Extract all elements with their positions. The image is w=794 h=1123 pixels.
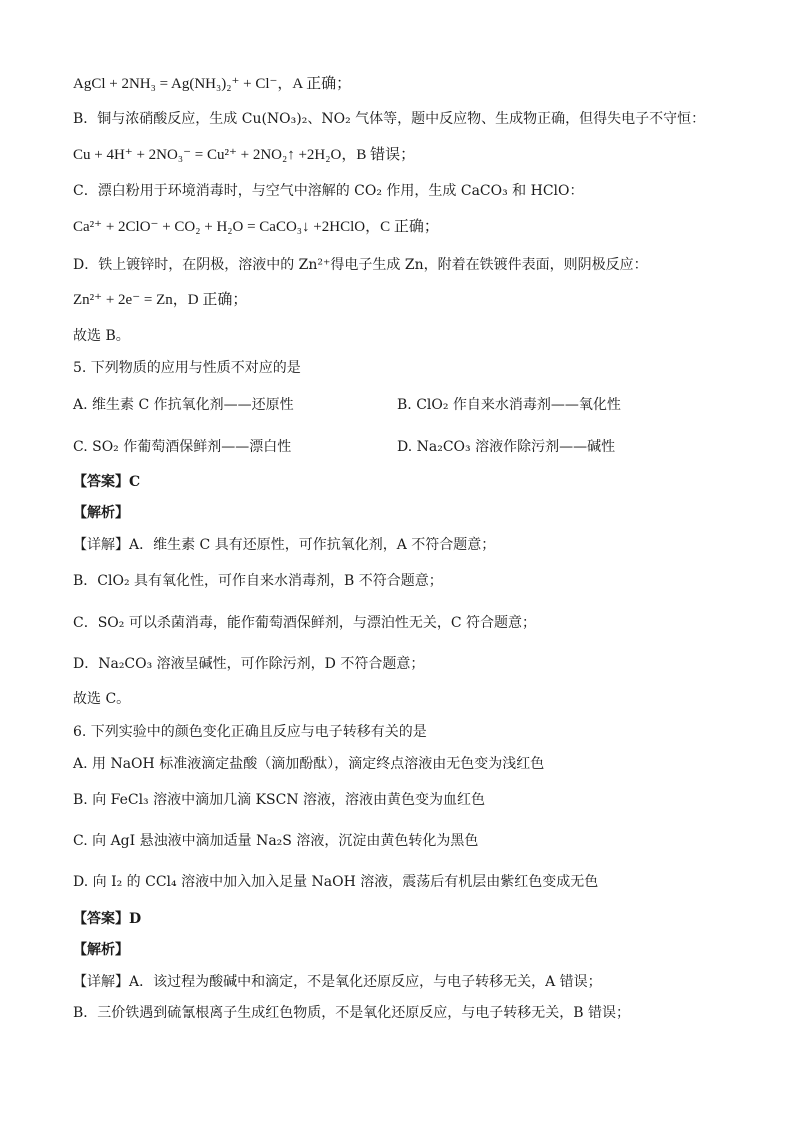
detail-line: 【详解】A．该过程为酸碱中和滴定，不是氧化还原反应，与电子转移无关，A 错误； <box>73 974 602 990</box>
explanation-line: C．漂白粉用于环境消毒时，与空气中溶解的 CO₂ 作用，生成 CaCO₃ 和 HClO： <box>73 183 584 199</box>
q6-option-c: C. 向 AgI 悬浊液中滴加适量 Na₂S 溶液，沉淀由黄色转化为黑色 <box>73 833 479 849</box>
equation-line: Zn²⁺ + 2e⁻ = Zn，D 正确； <box>73 292 248 308</box>
answer-label: 【答案】C <box>73 474 141 490</box>
question-6-stem: 6. 下列实验中的颜色变化正确且反应与电子转移有关的是 <box>73 724 427 740</box>
explanation-line: D．铁上镀锌时，在阴极，溶液中的 Zn²⁺得电子生成 Zn，附着在铁镀件表面，则阴极反应： <box>73 257 648 273</box>
equation-line: Cu + 4H⁺ + 2NO₃⁻ = Cu²⁺ + 2NO₂↑ +2H₂O，B 错误； <box>73 147 416 163</box>
detail-line: C．SO₂ 可以杀菌消毒，能作葡萄酒保鲜剂，与漂泊性无关，C 符合题意； <box>73 615 537 631</box>
q5-option-d: D. Na₂CO₃ 溶液作除污剂——碱性 <box>397 439 616 455</box>
conclusion-line: 故选 C。 <box>73 691 131 707</box>
answer-label: 【答案】D <box>73 911 142 927</box>
conclusion-line: 故选 B。 <box>73 328 130 344</box>
analysis-label: 【解析】 <box>73 942 129 958</box>
equation-line: Ca²⁺ + 2ClO⁻ + CO₂ + H₂O = CaCO₃↓ +2HClO，C 正确； <box>73 219 439 235</box>
question-5-stem: 5. 下列物质的应用与性质不对应的是 <box>73 360 301 376</box>
q6-option-a: A. 用 NaOH 标准液滴定盐酸（滴加酚酞），滴定终点溶液由无色变为浅红色 <box>73 756 545 772</box>
detail-line: 【详解】A．维生素 C 具有还原性，可作抗氧化剂，A 不符合题意； <box>73 537 496 553</box>
q5-option-a: A. 维生素 C 作抗氧化剂——还原性 <box>73 397 294 413</box>
q6-option-d: D. 向 I₂ 的 CCl₄ 溶液中加入加入足量 NaOH 溶液，震荡后有机层由紫红色变成无色 <box>73 874 599 890</box>
explanation-line: B．铜与浓硝酸反应，生成 Cu(NO₃)₂、NO₂ 气体等，题中反应物、生成物正确，但得失电子不守恒： <box>73 111 706 127</box>
analysis-label: 【解析】 <box>73 505 129 521</box>
q5-option-c: C. SO₂ 作葡萄酒保鲜剂——漂白性 <box>73 439 292 455</box>
detail-line: B．ClO₂ 具有氧化性，可作自来水消毒剂，B 不符合题意； <box>73 573 443 589</box>
q6-option-b: B. 向 FeCl₃ 溶液中滴加几滴 KSCN 溶液，溶液由黄色变为血红色 <box>73 792 486 808</box>
equation-line: AgCl + 2NH₃ = Ag(NH₃)₂⁺ + Cl⁻，A 正确； <box>73 76 352 92</box>
detail-line: D．Na₂CO₃ 溶液呈碱性，可作除污剂，D 不符合题意； <box>73 656 425 672</box>
q5-option-b: B. ClO₂ 作自来水消毒剂——氧化性 <box>397 397 621 413</box>
detail-line: B．三价铁遇到硫氰根离子生成红色物质，不是氧化还原反应，与电子转移无关，B 错误； <box>73 1005 631 1021</box>
